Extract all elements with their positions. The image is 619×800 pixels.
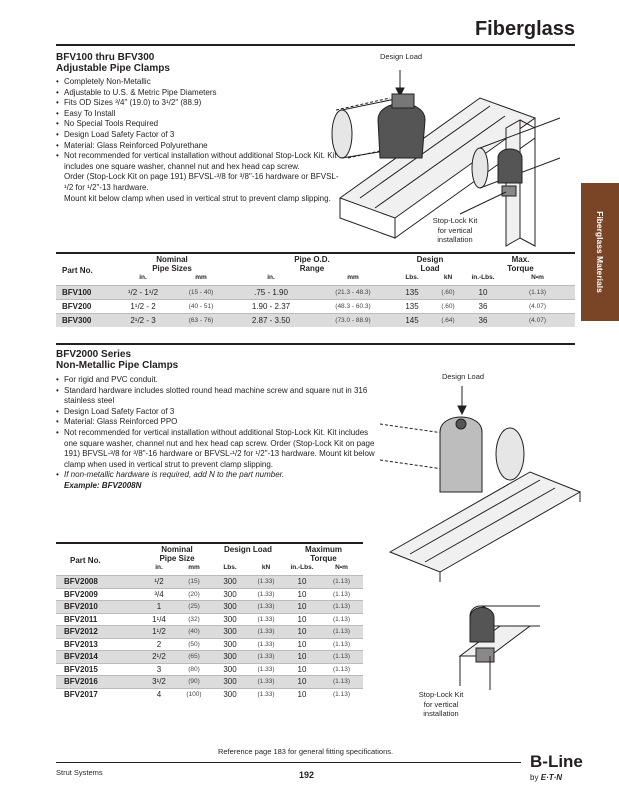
load-lbs: 135	[394, 286, 430, 300]
feature-item: • Design Load Safety Factor of 3	[56, 130, 341, 141]
table-row	[56, 314, 575, 328]
eaton-logo	[530, 773, 562, 782]
section2-features	[56, 375, 376, 492]
section1-subtitle: Adjustable Pipe Clamps	[56, 63, 170, 74]
section2-title: BFV2000 Series	[56, 349, 132, 360]
load-lbs: 300	[212, 613, 248, 626]
unit-mm: mm	[195, 274, 207, 281]
load-kn: (1.33)	[248, 688, 284, 700]
feature-item: • Fits OD Sizes ³/4" (19.0) to 3¹/2" (88.9)	[56, 98, 341, 109]
table1-top-rule	[56, 252, 575, 254]
col-load: Design Load	[223, 545, 272, 554]
unit-lbs: Lbs.	[223, 564, 237, 571]
feature-item: • Design Load Safety Factor of 3	[56, 407, 376, 418]
load-lbs: 300	[212, 601, 248, 614]
load-kn: (.64)	[430, 314, 466, 328]
feature-item: • Not recommended for vertical installation without additional Stop-Lock Kit. Kit includes one square washer, channel nut and hex head cap screw. Order (Stop-Lock Kit on page 191) BFVSL-³/8 for ³/8"-16 hardware or BFVSL-¹/2 for ¹/2"-13 hardware. Mount kit below clamp when used in vertical strut to prevent clamp slipping.	[56, 428, 376, 470]
load-lbs: 300	[212, 688, 248, 700]
footer-rule	[56, 762, 521, 763]
torque-inlbs: 10	[466, 286, 500, 300]
feature-note: Order (Stop-Lock Kit on page 191) BFVSL-³/8 for ³/8"-16 hardware or BFVSL-¹/2 for ¹/2"-13 hardware.	[64, 172, 339, 192]
table-row	[56, 588, 363, 601]
torque-nm: (1.13)	[320, 688, 363, 700]
size-mm: (40)	[176, 626, 212, 639]
unit-in: in.	[139, 274, 147, 281]
col-part: Part No.	[62, 265, 93, 275]
size-mm: (15)	[176, 576, 212, 589]
unit-lbs: Lbs.	[405, 274, 419, 281]
load-lbs: 300	[212, 588, 248, 601]
table-row	[56, 601, 363, 614]
unit-kn: kN	[261, 564, 271, 571]
feature-item: • Material: Glass Reinforced Polyurethane	[56, 141, 341, 152]
design-load-label: Design Load	[379, 52, 423, 61]
stop-lock-kit-illustration	[420, 596, 560, 692]
col-line: Range	[299, 264, 325, 273]
feature-item: • Standard hardware includes slotted round head machine screw and square nut in 316 stainless steel	[56, 386, 376, 407]
page-title: Fiberglass	[474, 18, 575, 40]
col-line: Nominal	[156, 255, 188, 264]
load-lbs: 300	[212, 626, 248, 639]
load-kn: (1.33)	[248, 676, 284, 689]
page-number: 192	[299, 770, 315, 780]
table2-top-rule	[56, 542, 363, 544]
col-line: Nominal	[161, 545, 193, 554]
torque-inlbs: 10	[284, 626, 320, 639]
torque-inlbs: 10	[284, 676, 320, 689]
footer-section: Strut Systems	[56, 768, 103, 777]
size-mm: (50)	[176, 638, 212, 651]
load-kn: (1.33)	[248, 588, 284, 601]
load-kn: (1.33)	[248, 663, 284, 676]
torque-inlbs: 10	[284, 576, 320, 589]
unit-in: in.	[155, 564, 163, 571]
section-side-tab	[581, 183, 619, 321]
feature-item: • Easy To Install	[56, 109, 341, 120]
col-nominal	[142, 545, 212, 563]
load-lbs: 145	[394, 314, 430, 328]
part-no: BFV2016	[56, 676, 142, 689]
design-load-label: Design Load	[441, 372, 485, 381]
torque-nm: (1.13)	[320, 663, 363, 676]
load-kn: (1.33)	[248, 638, 284, 651]
bfv2000-table	[56, 545, 363, 700]
col-line: Max.	[511, 255, 530, 264]
caption-line: for vertical	[423, 699, 459, 709]
size-in: 2¹/2 - 3	[114, 314, 172, 328]
caption-line: for vertical	[437, 225, 473, 235]
section2-text	[56, 349, 376, 492]
col-line: Load	[420, 264, 440, 273]
part-no: BFV2015	[56, 663, 142, 676]
section1-text	[56, 52, 341, 204]
table-row	[56, 663, 363, 676]
unit-mm: mm	[188, 564, 200, 571]
unit-inlbs: in.-Lbs.	[471, 274, 495, 281]
load-lbs: 135	[394, 300, 430, 314]
part-no: BFV200	[56, 300, 114, 314]
torque-inlbs: 10	[284, 688, 320, 700]
feature-item: • Material: Glass Reinforced PPO	[56, 417, 376, 428]
torque-inlbs: 10	[284, 613, 320, 626]
section2-subtitle: Non-Metallic Pipe Clamps	[56, 360, 179, 371]
torque-nm: (1.13)	[320, 588, 363, 601]
nonmetallic-clamp-illustration	[370, 382, 585, 582]
od-mm: (21.3 - 48.3)	[312, 286, 394, 300]
torque-nm: (4.07)	[500, 314, 575, 328]
load-lbs: 300	[212, 576, 248, 589]
unit-inlbs: in.-Lbs.	[290, 564, 314, 571]
part-no: BFV2012	[56, 626, 142, 639]
torque-nm: (1.13)	[320, 576, 363, 589]
size-mm: (100)	[176, 688, 212, 700]
od-in: .75 - 1.90	[230, 286, 312, 300]
col-line: Design	[416, 255, 444, 264]
table-row	[56, 286, 575, 300]
size-mm: (40 - 51)	[172, 300, 230, 314]
feature-item: • Not recommended for vertical installation without additional Stop-Lock Kit. Kit includes one square washer, channel nut and hex head cap screw.	[56, 151, 341, 172]
bfv2000-table-body	[56, 576, 363, 701]
col-torque	[466, 255, 575, 273]
stop-lock-caption	[406, 690, 476, 719]
table-row	[56, 651, 363, 664]
load-kn: (1.33)	[248, 576, 284, 589]
col-line: Pipe Sizes	[152, 264, 192, 273]
size-in: 3¹/2	[142, 676, 176, 689]
torque-nm: (1.13)	[320, 676, 363, 689]
size-mm: (15 - 40)	[172, 286, 230, 300]
col-torque	[284, 545, 363, 563]
size-in: 2	[142, 638, 176, 651]
col-line: Maximum	[305, 545, 342, 554]
by-text: by	[530, 773, 539, 782]
size-mm: (20)	[176, 588, 212, 601]
torque-nm: (1.13)	[320, 626, 363, 639]
part-no: BFV2010	[56, 601, 142, 614]
torque-inlbs: 10	[284, 601, 320, 614]
eaton-text: E·T·N	[540, 773, 563, 782]
col-line: Torque	[310, 554, 337, 563]
col-line: Pipe Size	[159, 554, 195, 563]
size-in: 1¹/2 - 2	[114, 300, 172, 314]
torque-nm: (4.07)	[500, 300, 575, 314]
section1-title: BFV100 thru BFV300	[56, 52, 155, 63]
feature-item: • Adjustable to U.S. & Metric Pipe Diameters	[56, 88, 341, 99]
od-mm: (73.0 - 88.9)	[312, 314, 394, 328]
size-in: 2¹/2	[142, 651, 176, 664]
od-in: 1.90 - 2.37	[230, 300, 312, 314]
torque-inlbs: 36	[466, 300, 500, 314]
side-tab-label: Fiberglass Materials	[595, 211, 605, 293]
caption-line: installation	[437, 235, 473, 244]
size-in: 1¹/4	[142, 613, 176, 626]
load-kn: (1.33)	[248, 613, 284, 626]
size-in: 3	[142, 663, 176, 676]
col-od	[230, 255, 394, 273]
part-no: BFV2008	[56, 576, 142, 589]
table-row	[56, 626, 363, 639]
part-no: BFV2017	[56, 688, 142, 700]
size-mm: (90)	[176, 676, 212, 689]
size-in: 1¹/2	[142, 626, 176, 639]
torque-nm: (1.13)	[320, 613, 363, 626]
torque-inlbs: 10	[284, 588, 320, 601]
header-rule	[56, 44, 575, 46]
reference-note: Reference page 183 for general fitting specifications.	[218, 747, 394, 756]
size-mm: (65)	[176, 651, 212, 664]
torque-inlbs: 10	[284, 663, 320, 676]
part-no: BFV2011	[56, 613, 142, 626]
table-row	[56, 576, 363, 589]
bfv100-table	[56, 255, 575, 327]
unit-kn: kN	[443, 274, 453, 281]
col-line: Torque	[507, 264, 534, 273]
caption-line: installation	[423, 709, 459, 718]
caption-line: Stop-Lock Kit	[418, 690, 464, 699]
section-divider	[56, 343, 575, 345]
torque-nm: (1.13)	[320, 638, 363, 651]
size-in: 4	[142, 688, 176, 700]
torque-nm: (1.13)	[320, 651, 363, 664]
part-no: BFV2014	[56, 651, 142, 664]
od-in: 2.87 - 3.50	[230, 314, 312, 328]
unit-nm: N•m	[335, 564, 348, 571]
od-mm: (48.3 - 60.3)	[312, 300, 394, 314]
load-kn: (1.33)	[248, 651, 284, 664]
feature-item: • If non-metallic hardware is required, add N to the part number.	[56, 470, 376, 481]
col-load	[394, 255, 466, 273]
table-row	[56, 688, 363, 700]
size-mm: (32)	[176, 613, 212, 626]
part-no: BFV100	[56, 286, 114, 300]
feature-item: • Completely Non-Metallic	[56, 77, 341, 88]
load-kn: (1.33)	[248, 626, 284, 639]
col-line: Pipe O.D.	[294, 255, 330, 264]
torque-nm: (1.13)	[320, 601, 363, 614]
table-row	[56, 638, 363, 651]
table-row	[56, 613, 363, 626]
load-lbs: 300	[212, 651, 248, 664]
size-mm: (25)	[176, 601, 212, 614]
adjustable-clamp-illustration	[330, 58, 580, 254]
torque-inlbs: 10	[284, 638, 320, 651]
unit-in: in.	[267, 274, 275, 281]
table-row	[56, 300, 575, 314]
torque-inlbs: 36	[466, 314, 500, 328]
part-no: BFV2013	[56, 638, 142, 651]
load-kn: (.60)	[430, 300, 466, 314]
table-row	[56, 676, 363, 689]
part-no: BFV300	[56, 314, 114, 328]
b-line-logo: B-Line	[530, 752, 583, 771]
col-nominal	[114, 255, 230, 273]
size-in: ³/4	[142, 588, 176, 601]
feature-item: • No Special Tools Required	[56, 119, 341, 130]
col-part: Part No.	[70, 555, 101, 565]
size-in: ¹/2	[142, 576, 176, 589]
section1-features	[56, 77, 341, 204]
load-lbs: 300	[212, 676, 248, 689]
size-mm: (63 - 76)	[172, 314, 230, 328]
load-lbs: 300	[212, 638, 248, 651]
size-in: 1	[142, 601, 176, 614]
feature-item: • For rigid and PVC conduit.	[56, 375, 376, 386]
size-in: ¹/2 - 1¹/2	[114, 286, 172, 300]
torque-inlbs: 10	[284, 651, 320, 664]
unit-mm: mm	[347, 274, 359, 281]
caption-line: Stop-Lock Kit	[432, 216, 478, 225]
load-kn: (1.33)	[248, 601, 284, 614]
unit-nm: N•m	[531, 274, 544, 281]
feature-note: Mount kit below clamp when used in vertical strut to prevent clamp slipping.	[64, 193, 331, 203]
size-mm: (80)	[176, 663, 212, 676]
torque-nm: (1.13)	[500, 286, 575, 300]
part-no: BFV2009	[56, 588, 142, 601]
load-lbs: 300	[212, 663, 248, 676]
load-kn: (.60)	[430, 286, 466, 300]
example-part: Example: BFV2008N	[64, 480, 142, 490]
